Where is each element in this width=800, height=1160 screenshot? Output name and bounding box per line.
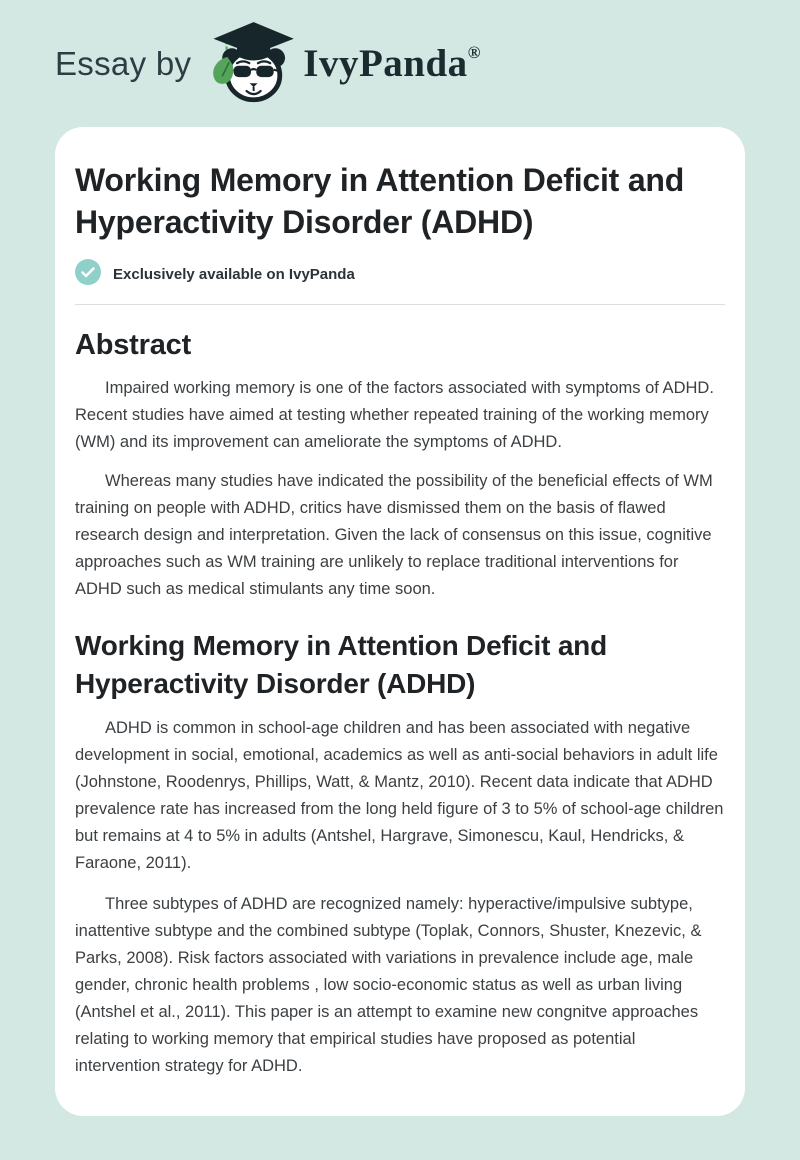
paragraph: Three subtypes of ADHD are recognized namely: hyperactive/impulsive subtype, inattentive subtype and the combined subtype (Toplak, Connors, Shuster, Knezevic, & Parks, 2008). Risk factors associated with variations in prevalence include age, male gender, chronic health problems , low socio-economic status as well as urban living (Antshel et al., 2011). This paper is an attempt to examine new congnitve approaches relating to working memory that empirical studies have proposed as potential intervention strategy for ADHD. [75, 895, 702, 1075]
section-heading-abstract: Abstract [75, 329, 192, 361]
brand-text: IvyPanda [303, 42, 468, 85]
essay-card [55, 127, 745, 1116]
panda-graduate-logo-icon [203, 20, 303, 108]
exclusive-badge-label: Exclusively available on IvyPanda [113, 266, 355, 283]
site-header [0, 0, 800, 127]
exclusive-badge [75, 259, 725, 290]
paragraph: ADHD is common in school-age children and has been associated with negative development in social, emotional, academics as well as anti-social behaviors in adult life (Johnstone, Roodenrys, Phillips, Watt, & Mantz, 2010). Recent data indicate that ADHD prevalence rate has increased from the long held figure of 3 to 5% of school-age children but remains at 4 to 5% in adults (Antshel, Hargrave, Simonescu, Kaul, Hendricks, & Faraone, 2011). [75, 719, 724, 872]
brand-name [303, 41, 481, 86]
essay-by-label: Essay by [55, 44, 192, 82]
check-icon [75, 259, 101, 290]
page-title: Working Memory in Attention Deficit and Hyperactivity Disorder (ADHD) [75, 162, 685, 240]
section-heading-working-memory: Working Memory in Attention Deficit and Hyperactivity Disorder (ADHD) [75, 630, 607, 699]
registered-mark: ® [467, 43, 481, 62]
paragraph: Whereas many studies have indicated the possibility of the beneficial effects of WM training on people with ADHD, critics have dismissed them on the basis of flawed research design and interpretation. Given the lack of consensus on this issue, cognitive approaches such as WM training are unlikely to replace traditional interventions for ADHD such as medical stimulants any time soon. [75, 472, 713, 598]
paragraph: Impaired working memory is one of the factors associated with symptoms of ADHD. Recent studies have aimed at testing whether repeated training of the working memory (WM) and its improvement can ameliorate the symptoms of ADHD. [75, 379, 714, 451]
divider [75, 304, 725, 305]
